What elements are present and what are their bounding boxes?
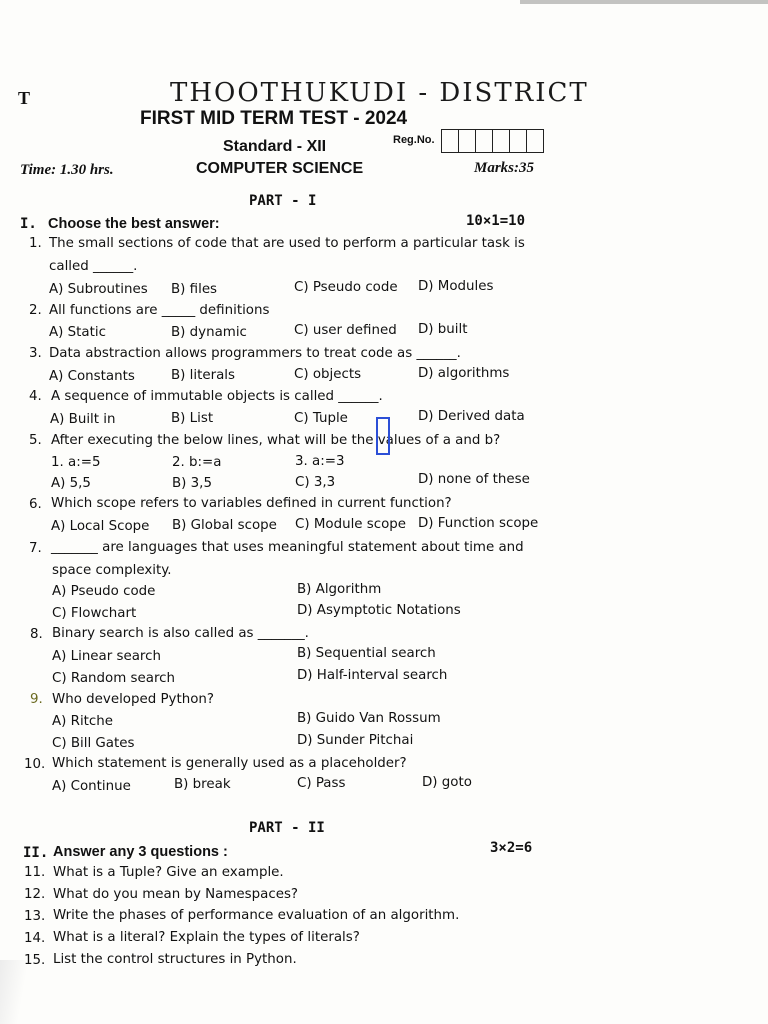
question-text-cont: space complexity. [52,563,172,578]
option-a: A) Local Scope [51,519,150,534]
option-a: A) Built in [50,412,116,427]
question-text: All functions are _____ definitions [49,303,270,318]
question-text-cont: called ______. [49,259,138,274]
option-c: C) Tuple [294,411,348,426]
option-d: D) none of these [418,472,530,487]
option-a: A) Ritche [52,714,114,729]
option-d: D) Derived data [418,409,525,424]
section-1-number: I. [20,216,37,232]
option-b: B) Global scope [172,518,277,533]
reg-no-label: Reg.No. [393,134,435,146]
option-c: C) 3,3 [295,475,336,490]
question-text: Who developed Python? [52,692,215,707]
question-text: Which statement is generally used as a placeholder? [52,756,407,771]
standard: Standard - XII [223,138,327,155]
option-d: D) algorithms [418,366,510,381]
question-number: 4. [29,389,42,404]
question-text: What is a literal? Explain the types of literals? [53,930,360,945]
option-c: C) Pass [297,776,346,791]
option-a: A) Pseudo code [52,584,156,599]
question-text: What is a Tuple? Give an example. [53,865,284,880]
option-c: C) Pseudo code [294,280,398,295]
question-text: List the control structures in Python. [53,952,297,967]
option-c: C) Flowchart [52,606,137,621]
option-b: B) Guido Van Rossum [297,711,441,726]
question-number: 14. [24,931,46,946]
option-a: A) Constants [49,369,135,384]
option-c: C) Module scope [295,517,407,532]
question-number: 15. [24,953,46,968]
section-2-instruction: Answer any 3 questions : [53,844,228,860]
paper-fold-shadow [0,960,30,1024]
part-2-title: PART - II [249,820,325,836]
option-d: D) Function scope [418,516,539,531]
question-number: 3. [29,346,42,361]
total-marks: Marks:35 [474,160,535,176]
option-b: B) literals [171,368,236,383]
question-text: Binary search is also called as _______. [52,626,309,641]
option-b: B) List [171,411,214,426]
section-1-scheme: 10×1=10 [466,213,526,229]
option-c: C) objects [294,367,362,382]
option-d: D) Modules [418,279,494,294]
option-b: B) files [171,282,218,297]
option-d: D) goto [422,775,472,790]
question-number: 9. [30,692,43,707]
option-a: A) Subroutines [49,282,148,297]
option-b: B) break [174,777,231,792]
question-number: 6. [29,497,42,512]
question-number: 13. [24,909,46,924]
option-c: C) user defined [294,323,397,338]
code-line: 3. a:=3 [295,454,345,469]
option-a: A) Continue [52,779,131,794]
subject-title: COMPUTER SCIENCE [196,160,364,177]
code-line: 1. a:=5 [51,455,101,470]
option-c: C) Bill Gates [52,736,135,751]
code-line: 2. b:=a [172,455,222,470]
question-number: 10. [24,757,46,772]
question-number: 11. [24,865,46,880]
section-2-scheme: 3×2=6 [490,840,533,856]
text-cursor-box [376,417,390,455]
corner-mark: T [18,88,31,108]
question-text: A sequence of immutable objects is called ______. [51,389,383,404]
question-number: 8. [30,627,43,642]
reg-no-boxes [441,129,544,153]
option-d: D) Asymptotic Notations [297,603,461,618]
question-text: Data abstraction allows programmers to treat code as ______. [49,346,461,361]
exam-title: FIRST MID TERM TEST - 2024 [140,108,408,129]
option-a: A) Linear search [52,649,161,664]
question-text: The small sections of code that are used to perform a particular task is [49,236,525,251]
question-text: _______ are languages that uses meaningful statement about time and [51,540,524,555]
option-d: D) Half-interval search [297,668,448,683]
question-text: Write the phases of performance evaluation of an algorithm. [53,908,460,923]
question-number: 2. [29,303,42,318]
option-c: C) Random search [52,671,176,686]
option-b: B) 3,5 [172,476,212,491]
question-text: Which scope refers to variables defined in current function? [51,496,452,511]
section-1-instruction: Choose the best answer: [48,216,220,232]
section-2-number: II. [23,845,49,861]
part-1-title: PART - I [249,193,317,209]
option-d: D) Sunder Pitchai [297,733,414,748]
question-number: 12. [24,887,46,902]
question-number: 1. [29,236,42,251]
option-a: A) 5,5 [51,476,91,491]
option-b: B) Algorithm [297,582,382,597]
question-number: 5. [29,433,42,448]
question-number: 7. [29,541,42,556]
district-handwritten: THOOTHUKUDI - DISTRICT [170,78,589,108]
paper-edge-shadow [520,0,768,4]
option-b: B) Sequential search [297,646,436,661]
option-b: B) dynamic [171,325,247,340]
question-text: What do you mean by Namespaces? [53,887,299,902]
question-text: After executing the below lines, what will be the values of a and b? [51,433,501,448]
option-d: D) built [418,322,468,337]
option-a: A) Static [49,325,106,340]
time-allowed: Time: 1.30 hrs. [20,162,114,178]
